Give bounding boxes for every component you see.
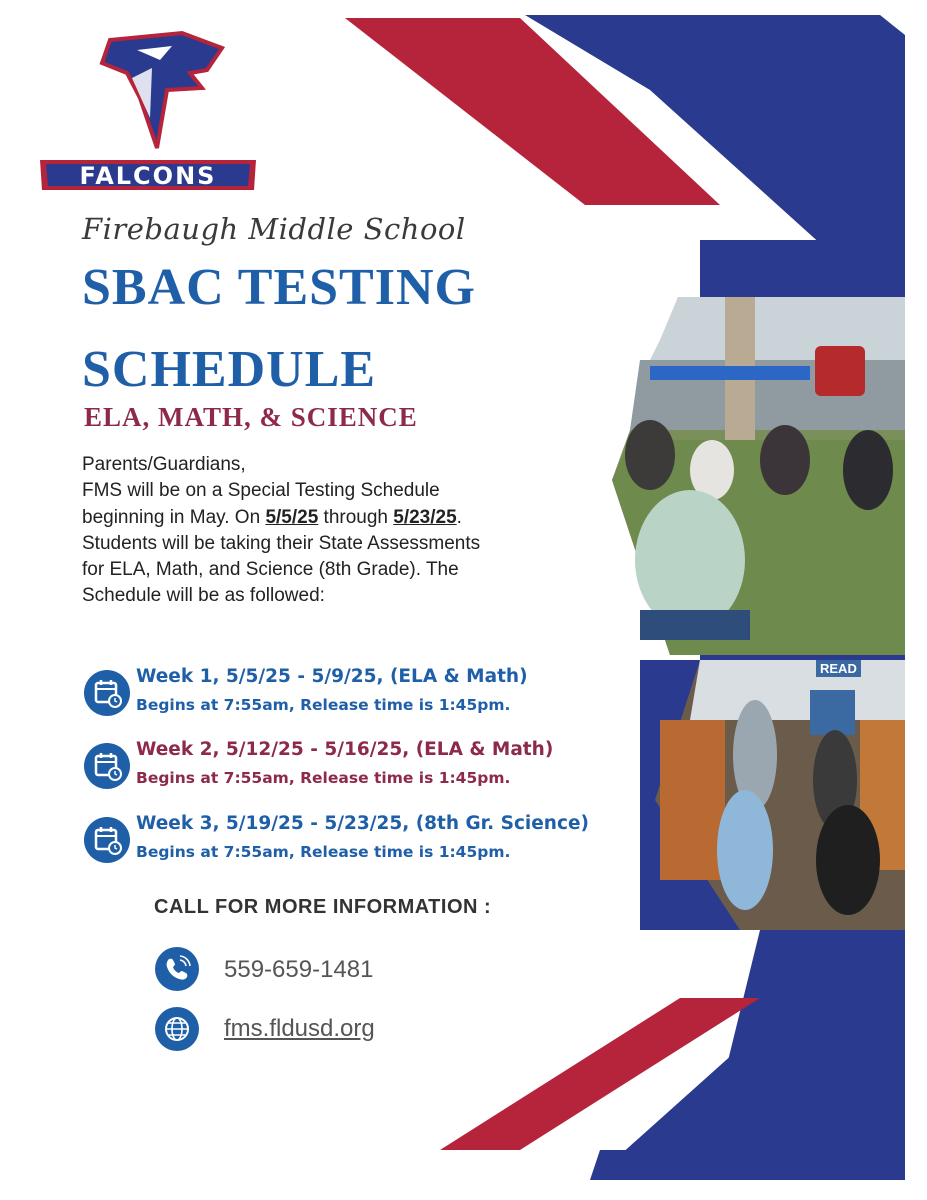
intro-text — [82, 452, 502, 610]
website-link[interactable]: fms.fldusd.org — [224, 1015, 375, 1042]
end-date: 5/23/25 — [393, 506, 457, 528]
week-1-item — [84, 666, 644, 728]
week-2-item — [84, 739, 644, 801]
calendar-icon — [84, 817, 130, 863]
week-2-title: Week 2, 5/12/25 - 5/16/25, (ELA & Math) — [136, 739, 554, 760]
title-line-2: SCHEDULE — [82, 341, 377, 398]
calendar-icon — [84, 670, 130, 716]
start-date: 5/5/25 — [265, 506, 319, 528]
week-1-times: Begins at 7:55am, Release time is 1:45pm. — [136, 696, 511, 714]
greeting: Parents/Guardians, — [82, 454, 246, 475]
calendar-icon — [84, 743, 130, 789]
week-3-title: Week 3, 5/19/25 - 5/23/25, (8th Gr. Science) — [136, 813, 589, 834]
subtitle: ELA, MATH, & SCIENCE — [84, 402, 418, 432]
falcons-logo — [32, 28, 264, 200]
week-3-item — [84, 813, 644, 875]
globe-icon — [155, 1007, 199, 1051]
week-1-title: Week 1, 5/5/25 - 5/9/25, (ELA & Math) — [136, 666, 528, 687]
school-name: Firebaugh Middle School — [82, 212, 466, 246]
phone-icon — [155, 947, 199, 991]
logo-text: FALCONS — [79, 162, 217, 190]
contact-heading: CALL FOR MORE INFORMATION : — [154, 896, 492, 918]
title-line-1: SBAC TESTING — [82, 259, 476, 316]
week-2-times: Begins at 7:55am, Release time is 1:45pm. — [136, 769, 511, 787]
intro-paragraph: FMS will be on a Special Testing Schedule beginning in May. On 5/5/25 through 5/23/25. Students will be taking their State Assessments for ELA, Math, and Science (8th Grade). The Schedule will be as followed: — [82, 480, 481, 607]
week-3-times: Begins at 7:55am, Release time is 1:45pm. — [136, 843, 511, 861]
phone-number[interactable]: 559-659-1481 — [224, 956, 374, 983]
read-poster-label: READ — [816, 660, 861, 677]
